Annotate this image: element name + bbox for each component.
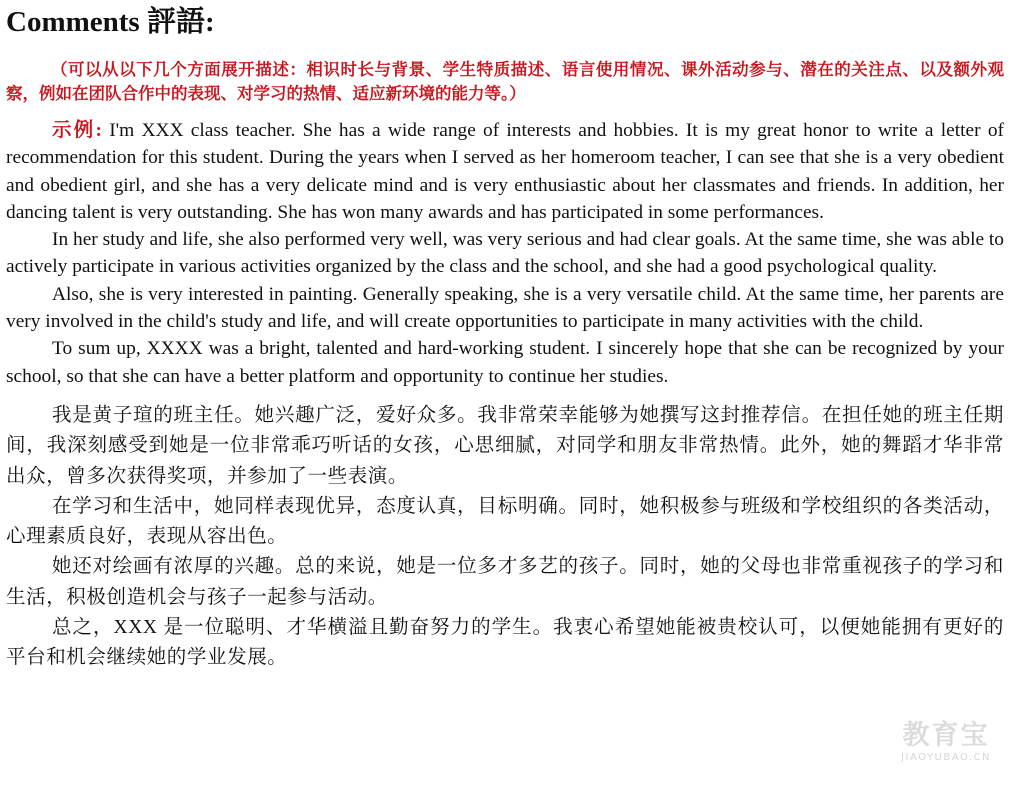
chinese-paragraph-2: 在学习和生活中，她同样表现优异，态度认真，目标明确。同时，她积极参与班级和学校组织的各类活动，心理素质良好，表现从容出色。 [6,495,1004,548]
site-watermark [901,713,991,763]
watermark-logo-text: 教育宝 [902,720,990,751]
chinese-paragraph-4: 总之，XXX 是一位聪明、才华横溢且勤奋努力的学生。我衷心希望她能被贵校认可，以便她能拥有更好的平台和机会继续她的学业发展。 [6,617,1004,669]
english-paragraph-1-text: I'm XXX class teacher. She has a wide range of interests and hobbies. It is my great honor to write a letter of recommendation for this student. During the years when I served as her homeroom teacher, I can see that she is a very obedient and obedient girl, and she has a very delicate mind and is very enthusiastic about her classmates and friends. In addition, her dancing talent is very outstanding. She has won many awards and has participated in some performances. [6,120,1004,223]
chinese-paragraph-1: 我是黄子瑄的班主任。她兴趣广泛，爱好众多。我非常荣幸能够为她撰写这封推荐信。在担任她的班主任期间，我深刻感受到她是一位非常乖巧听话的女孩，心思细腻，对同学和朋友非常热情。此外，她的舞蹈才华非常出众，曾多次获得奖项，并参加了一些表演。 [6,404,1004,487]
example-label: 示例: [52,120,102,141]
instruction-hint: （可以从以下几个方面展开描述：相识时长与背景、学生特质描述、语言使用情况、课外活动参与、潜在的关注点、以及额外观察，例如在团队合作中的表现、对学习的热情、适应新环境的能力等。） [6,60,1004,103]
document-page [6,4,1004,674]
english-paragraph-4: To sum up, XXXX was a bright, talented and hard-working student. I sincerely hope that she can be recognized by your school, so that she can have a better platform and opportunity to continue her studies. [6,338,1004,387]
watermark-url: JIAOYUBAO.CN [901,752,991,763]
chinese-sample [6,401,1004,674]
page-title: Comments 評語: [6,6,215,38]
english-paragraph-2: In her study and life, she also performed very well, was very serious and had clear goals. At the same time, she was able to actively participate in various activities organized by the class and the school, and she had a good psychological quality. [6,229,1005,278]
english-sample [6,117,1004,390]
chinese-paragraph-3: 她还对绘画有浓厚的兴趣。总的来说，她是一位多才多艺的孩子。同时，她的父母也非常重视孩子的学习和生活，积极创造机会与孩子一起参与活动。 [6,556,1004,608]
english-paragraph-1 [6,117,1004,226]
english-paragraph-3: Also, she is very interested in painting. Generally speaking, she is a very versatile child. At the same time, her parents are very involved in the child's study and life, and will create opportunities to participate in many activities with the child. [6,283,1004,333]
